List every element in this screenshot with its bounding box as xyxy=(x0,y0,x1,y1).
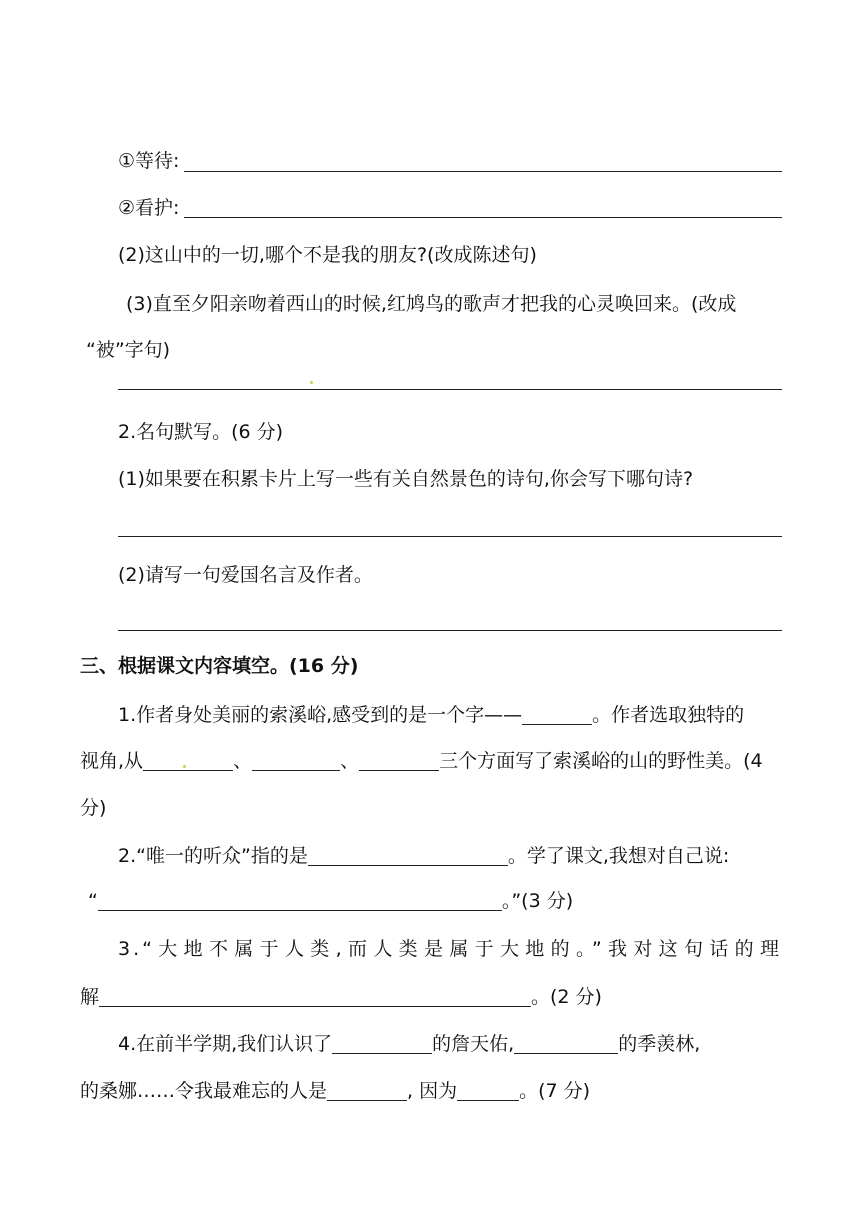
s3-q1-text-a: 1.作者身处美丽的索溪峪,感受到的是一个字—— xyxy=(118,704,523,726)
s3-q3-line2 xyxy=(80,984,602,1010)
question-3-line1: (3)直至夕阳亲吻着西山的时候,红鸠鸟的歌声才把我的心灵唤回来。(改成 xyxy=(126,293,737,315)
part2-question-1-answer-line[interactable] xyxy=(118,536,782,537)
s3-q1-line3: 分) xyxy=(80,797,107,819)
question-3-answer-line[interactable] xyxy=(118,389,782,390)
s3-q1-sep-2: 、 xyxy=(340,750,360,772)
item-care-answer-line[interactable] xyxy=(184,217,782,218)
s3-q4-text-c: 的季羡林, xyxy=(618,1033,701,1055)
s3-q1-blank-word[interactable] xyxy=(522,704,592,725)
s3-q2-text-c: 。”(3 分) xyxy=(501,890,574,912)
s3-q1-text-d: 三个方面写了索溪峪的山的野性美。(4 xyxy=(439,750,763,772)
item-care-label: ②看护: xyxy=(118,197,180,219)
s3-q4-text-e: , 因为 xyxy=(407,1080,458,1102)
s3-q3-text-b: 。(2 分) xyxy=(531,986,602,1008)
s3-q2-line1 xyxy=(118,843,729,869)
s3-q3-blank-understanding[interactable] xyxy=(99,986,531,1007)
s3-q4-blank-2[interactable] xyxy=(514,1033,618,1054)
s3-q3-text-a: 解 xyxy=(80,986,100,1008)
s3-q1-text-b: 。作者选取独特的 xyxy=(592,704,745,726)
s3-q2-line2 xyxy=(88,888,573,914)
part2-question-1: (1)如果要在积累卡片上写一些有关自然景色的诗句,你会写下哪句诗? xyxy=(118,468,694,490)
s3-q4-text-b: 的詹天佑, xyxy=(432,1033,515,1055)
s3-q3-line1: 3.“大地不属于人类,而人类是属于大地的。”我对这句话的理 xyxy=(118,938,782,960)
s3-q1-line1 xyxy=(118,702,744,728)
stray-dot-2 xyxy=(183,765,186,768)
s3-q4-blank-1[interactable] xyxy=(332,1033,432,1054)
s3-q4-line1 xyxy=(118,1031,700,1057)
s3-q4-text-a: 4.在前半学期,我们认识了 xyxy=(118,1033,333,1055)
question-3-line2: “被”字句) xyxy=(86,339,171,361)
part2-question-2-answer-line[interactable] xyxy=(118,630,782,631)
part2-title: 2.名句默写。(6 分) xyxy=(118,421,284,443)
stray-dot xyxy=(310,381,313,384)
s3-q4-blank-reason[interactable] xyxy=(457,1080,519,1101)
s3-q2-text-a: 2.“唯一的听众”指的是 xyxy=(118,845,308,867)
s3-q1-sep-1: 、 xyxy=(233,750,253,772)
s3-q4-text-f: 。(7 分) xyxy=(519,1080,591,1102)
s3-q1-blank-1[interactable] xyxy=(143,750,233,771)
item-wait-label: ①等待: xyxy=(118,150,180,172)
section3-heading: 三、根据课文内容填空。(16 分) xyxy=(80,655,359,677)
s3-q4-line2 xyxy=(80,1078,590,1104)
s3-q4-blank-person[interactable] xyxy=(327,1080,407,1101)
s3-q1-line2 xyxy=(80,748,763,774)
s3-q2-open-quote: “ xyxy=(88,890,98,912)
part2-question-2: (2)请写一句爱国名言及作者。 xyxy=(118,564,373,586)
question-2-text: (2)这山中的一切,哪个不是我的朋友?(改成陈述句) xyxy=(118,244,537,266)
item-wait-answer-line[interactable] xyxy=(184,171,782,172)
s3-q2-text-b: 。学了课文,我想对自己说: xyxy=(507,845,730,867)
s3-q1-blank-3[interactable] xyxy=(359,750,439,771)
s3-q4-text-d: 的桑娜……令我最难忘的人是 xyxy=(80,1080,328,1102)
s3-q1-blank-2[interactable] xyxy=(252,750,340,771)
s3-q2-blank-saying[interactable] xyxy=(98,890,502,911)
s3-q1-text-c: 视角,从 xyxy=(80,750,144,772)
s3-q2-blank-meaning[interactable] xyxy=(308,845,508,866)
